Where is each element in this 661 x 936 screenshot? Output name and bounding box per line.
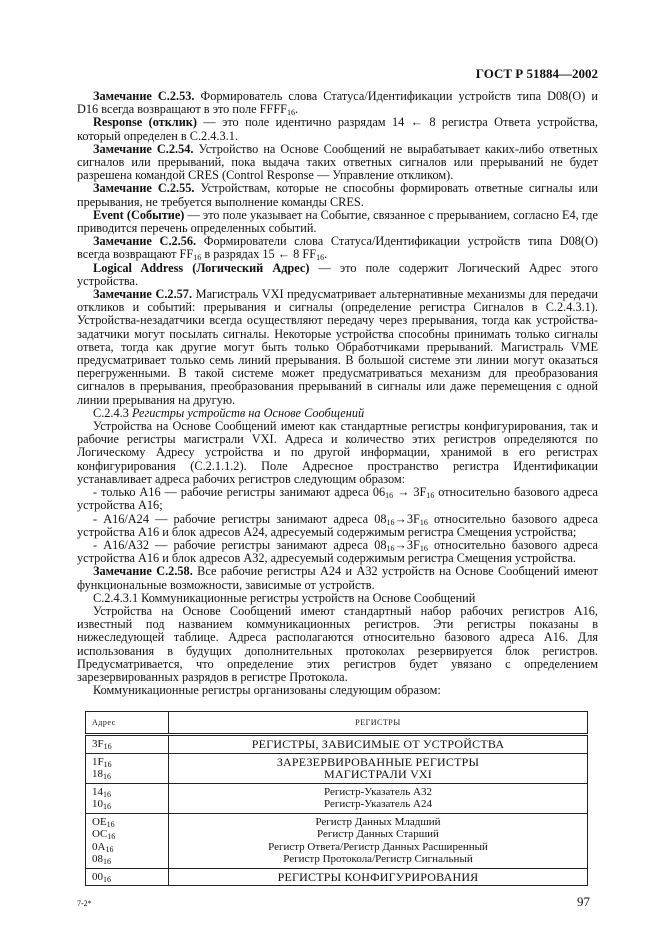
address-value: 3F <box>92 738 104 751</box>
text-run: — это поле содержит Логический Адрес этого устройства. <box>77 260 598 288</box>
text-run: →3F <box>394 537 420 552</box>
paragraph <box>77 420 598 486</box>
text-run: → 3F <box>393 485 427 500</box>
registers-cell <box>169 753 588 783</box>
text-run: Все рабочие регистры А24 и А32 устройств на Основе Сообщений имеют функциональные возможности, зависимые от устройств. <box>77 564 598 592</box>
table-row <box>86 813 588 868</box>
register-name: Регистр Ответа/Регистр Данных Расширенный <box>268 840 488 853</box>
table-row <box>86 735 588 754</box>
bold-term: Event (Событие) <box>93 207 185 222</box>
paragraph <box>77 262 598 288</box>
page-number: 97 <box>577 894 590 910</box>
text-run: С.2.4.3.1 Коммуникационные регистры устройств на Основе Сообщений <box>93 590 476 605</box>
bold-term: Logical Address (Логический Адрес) <box>93 260 310 275</box>
registers-cell <box>169 735 588 754</box>
subscript: 16 <box>103 874 111 884</box>
subscript: 16 <box>103 759 112 769</box>
registers-cell <box>169 868 588 886</box>
address-value: OE <box>92 815 107 828</box>
subscript: 16 <box>419 543 428 553</box>
address-value: 18 <box>92 768 103 781</box>
subscript: 16 <box>103 857 111 867</box>
register-name: Регистр-Указатель А24 <box>324 798 432 811</box>
text-run: Формирователь слова Статуса/Идентификации устройств типа D08(O) и D16 всегда возвращают в это поле FFFF <box>77 89 598 117</box>
text-run: Устройствам, которые не способны формировать ответные сигналы или прерывания, не требуется выполнение команды CRES. <box>77 181 598 209</box>
text-run: →3F <box>394 511 420 526</box>
paragraph <box>77 288 598 407</box>
paragraph <box>77 90 598 116</box>
subscript: 16 <box>105 844 114 854</box>
text-run: Устройства на Основе Сообщений имеют как стандартные регистры конфигурирования, так и рабочие регистры магистрали VXI. Адреса и количество этих регистров определяются по Логическому Адресу устройства и по другой информации, хранимой в его регистрах конфигурирования (С.2.1.1.2). Поле Адресное пространство регистра Идентификации устанавливает адреса рабочих регистров следующим образом: <box>77 419 598 486</box>
address-value: OC <box>92 828 108 841</box>
subscript: 16 <box>193 253 202 263</box>
register-name: РЕГИСТРЫ КОНФИГУРИРОВАНИЯ <box>277 869 479 884</box>
text-run: Коммуникационные регистры организованы следующим образом: <box>93 683 441 698</box>
text-run: относительно базового адреса устройства А16 и блок адресов А32, адресуемый содержимым регистра Смещения устройства. <box>77 537 599 566</box>
register-name: ЗАРЕЗЕРВИРОВАННЫЕ РЕГИСТРЫ <box>276 754 480 769</box>
table-header-row <box>86 712 588 735</box>
address-cell <box>86 813 169 868</box>
bold-term: Замечание С.2.53. <box>93 89 195 103</box>
column-header-address: Адрес <box>86 712 169 735</box>
text-run: - А16/А32 — рабочие регистры занимают адреса 08 <box>93 537 387 552</box>
text-run: . <box>324 247 328 262</box>
bold-term: Замечание С.2.56. <box>93 234 197 249</box>
registers-table <box>85 711 588 886</box>
document-id: ГОСТ Р 51884—2002 <box>475 66 598 81</box>
subscript: 16 <box>426 491 435 501</box>
paragraph <box>77 116 598 142</box>
address-value: 10 <box>92 798 103 811</box>
footer-mark: 7-2* <box>77 899 92 909</box>
page-footer <box>77 894 598 930</box>
address-cell <box>86 735 169 754</box>
address-cell <box>86 783 169 813</box>
register-name: Регистр Данных Старший <box>317 828 439 841</box>
text-run: - только А16 — рабочие регистры занимают адреса 06 <box>93 485 386 500</box>
subscript: 16 <box>103 772 111 782</box>
register-name: Регистр Протокола/Регистр Сигнальный <box>283 853 473 866</box>
table-row <box>86 868 588 886</box>
text-run: Формирователи слова Статуса/Идентификации устройств типа D08(O) всегда возвращают FF <box>77 234 598 262</box>
registers-cell <box>169 813 588 868</box>
paragraph <box>77 684 598 697</box>
paragraph <box>77 565 598 591</box>
paragraph <box>77 182 598 208</box>
bold-term: Замечание С.2.55. <box>93 181 195 196</box>
subscript: 16 <box>419 517 428 527</box>
column-header-registers: РЕГИСТРЫ <box>169 712 588 735</box>
text-run: - А16/А24 — рабочие регистры занимают адреса 08 <box>93 511 387 526</box>
italic-heading: Регистры устройств на Основе Сообщений <box>131 405 365 420</box>
page-column <box>77 0 598 930</box>
text-run: относительно базового адреса устройства А16; <box>77 485 599 513</box>
paragraph <box>77 209 598 235</box>
bold-term: Замечание С.2.58. <box>93 564 193 579</box>
paragraph <box>77 486 598 512</box>
address-value: 0A <box>92 840 106 853</box>
document-body <box>77 90 598 697</box>
subscript: 16 <box>107 832 116 842</box>
paragraph <box>77 539 598 565</box>
text-run: . <box>295 102 299 117</box>
register-name: РЕГИСТРЫ, ЗАВИСИМЫЕ ОТ УСТРОЙСТВА <box>251 737 505 752</box>
register-name: Регистр-Указатель А32 <box>324 785 432 798</box>
table-row <box>86 783 588 813</box>
address-value: 14 <box>92 785 103 798</box>
address-value: 08 <box>92 853 103 866</box>
bold-term: Response (отклик) <box>93 115 197 130</box>
registers-cell <box>169 783 588 813</box>
text-run: С.2.4.3 <box>93 405 132 420</box>
subscript: 16 <box>316 253 325 263</box>
subscript: 16 <box>386 517 395 527</box>
paragraph <box>77 513 598 539</box>
bold-term: Замечание С.2.57. <box>93 287 193 302</box>
table-row <box>86 753 588 783</box>
subscript: 16 <box>386 543 395 553</box>
text-run: относительно базового адреса устройства А16 и блок адресов А24, адресуемый содержимым регистра Смещения устройства; <box>77 511 599 539</box>
address-value: 00 <box>92 870 103 883</box>
register-name: МАГИСТРАЛИ VXI <box>323 767 432 782</box>
subscript: 16 <box>106 819 115 829</box>
subscript: 16 <box>103 789 111 799</box>
paragraph <box>77 605 598 684</box>
address-cell <box>86 868 169 886</box>
text-run: — это поле идентично разрядам 14 ← 8 регистра Ответа устройства, который определен в С.2.4.3.1. <box>77 115 598 143</box>
text-run: — это поле указывает на Событие, связанное с прерыванием, согласно Е4, где приводится перечень определенных событий. <box>77 207 598 236</box>
address-value: 1F <box>92 755 104 768</box>
subscript: 16 <box>103 802 111 812</box>
subscript: 16 <box>385 491 394 501</box>
text-run: Устройство на Основе Сообщений не вырабатывает каких-либо ответных сигналов или прерываний, пока выдача таких ответных сигналов или прерываний не будет разрешена командой CRES (Control Response — Управление откликом). <box>77 141 598 183</box>
text-run: Устройства на Основе Сообщений имеют стандартный набор рабочих регистров А16, известный под названием коммуникационных регистров. Эти регистры показаны в нижеследующей таблице. Адреса располагаются относительно базового адреса А16. Для использования в будущих дополнительных протоколах резервируется блок регистров. Предусматривается, что определение этих регистров будет увязано с определением зарезервированных разрядов в регистре Протокола. <box>77 603 598 684</box>
subscript: 16 <box>287 108 295 118</box>
paragraph <box>77 143 598 183</box>
bold-term: Замечание С.2.54. <box>93 141 194 156</box>
text-run: в разрядах 15 ← 8 FF <box>201 247 317 262</box>
register-name: Регистр Данных Младший <box>315 815 441 828</box>
text-run: Магистраль VXI предусматривает альтернативные механизмы для передачи откликов и событий: прерывания и сигналы (определение регистра Сигналов в С.2.4.3.1). Устройства-незадатчики всегда осуществляют передачу через прерывания, тогда как устройства-задатчики могут посылать сигналы. Некоторые устройства способны принимать только сигналы ответа, тогда как другие могут быть только Обработчиками прерываний. Магистраль VME предусматривает только семь линий прерывания. В большой системе эти линии могут оказаться перегруженными. В такой системе может предусматриваться механизм для преобразования сигналов в прерывания, преобразования прерываний в сигналы или даже перемещения с одной линии прерывания на другую. <box>77 287 598 407</box>
paragraph <box>77 235 598 261</box>
subscript: 16 <box>103 742 112 752</box>
address-cell <box>86 753 169 783</box>
